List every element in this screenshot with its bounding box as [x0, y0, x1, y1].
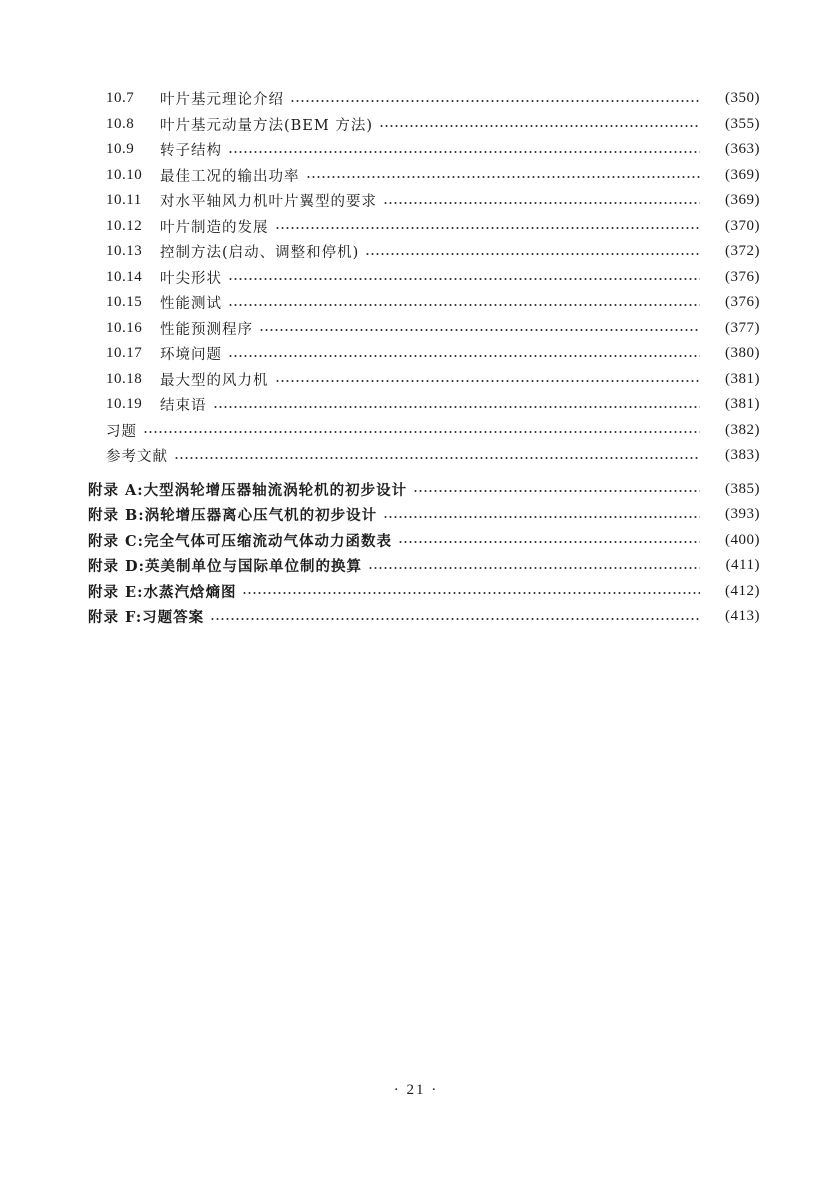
page-number: (376)	[725, 294, 760, 311]
appendix-title: 附录 E:水蒸汽焓熵图	[88, 583, 237, 601]
section-title: 最大型的风力机	[160, 372, 269, 389]
dot-leader	[398, 541, 700, 543]
dot-leader	[365, 253, 700, 255]
dot-leader	[228, 151, 700, 153]
section-title: 控制方法(启动、调整和停机)	[160, 245, 360, 262]
dot-leader	[290, 100, 700, 102]
dot-leader	[413, 490, 700, 492]
toc-entry-appendix-e[interactable]	[0, 579, 832, 605]
page-number: (380)	[725, 345, 760, 362]
toc-entry-10-13[interactable]	[0, 239, 832, 265]
toc-entry-appendix-b[interactable]	[0, 502, 832, 528]
dot-leader	[306, 176, 701, 178]
page-number: (411)	[725, 557, 760, 574]
toc-entry-10-10[interactable]	[0, 163, 832, 189]
page-number: (385)	[725, 480, 760, 497]
section-number: 10.16	[106, 319, 143, 336]
section-title: 叶片基元动量方法(BEM 方法)	[160, 117, 374, 134]
section-number: 10.14	[106, 268, 143, 285]
toc-entry-10-15[interactable]	[0, 290, 832, 316]
toc-entry-10-7[interactable]	[0, 86, 832, 112]
page-number: (400)	[725, 531, 760, 548]
toc-entry-appendix-c[interactable]	[0, 528, 832, 554]
page-number: (355)	[725, 115, 760, 132]
dot-leader	[242, 592, 700, 594]
section-number: 10.15	[106, 294, 143, 311]
dot-leader	[259, 329, 700, 331]
section-number: 10.7	[106, 90, 135, 107]
dot-leader	[228, 304, 700, 306]
appendix-title: 附录 D:英美制单位与国际单位制的换算	[88, 558, 362, 576]
toc-entry-10-11[interactable]	[0, 188, 832, 214]
appendix-title: 附录 F:习题答案	[88, 609, 205, 627]
dot-leader	[383, 202, 700, 204]
appendix-title: 附录 B:涡轮增压器离心压气机的初步设计	[88, 507, 378, 525]
dot-leader	[379, 125, 700, 127]
section-title: 叶片基元理论介绍	[160, 92, 284, 109]
appendix-title: 附录 C:完全气体可压缩流动气体动力函数表	[88, 532, 392, 550]
section-title: 环境问题	[160, 347, 222, 364]
toc-entry-10-17[interactable]	[0, 341, 832, 367]
toc-entry-10-8[interactable]	[0, 112, 832, 138]
page-number: (370)	[725, 217, 760, 234]
dot-leader	[174, 457, 700, 459]
dot-leader	[368, 567, 700, 569]
page-footer-number: · 21 ·	[393, 1082, 439, 1098]
page-number: (383)	[725, 447, 760, 464]
toc-entry-appendix-a[interactable]	[0, 477, 832, 503]
page-number: (363)	[725, 141, 760, 158]
section-number: 10.9	[106, 141, 135, 158]
section-title: 性能测试	[160, 296, 222, 313]
section-title: 性能预测程序	[160, 321, 253, 338]
toc-entry-appendix-f[interactable]	[0, 604, 832, 630]
section-number: 10.10	[106, 166, 143, 183]
page-number: (382)	[725, 421, 760, 438]
dot-leader	[275, 380, 701, 382]
section-number: 10.17	[106, 345, 143, 362]
toc-entry-references[interactable]	[0, 443, 832, 469]
section-number: 10.8	[106, 115, 135, 132]
page-number: (369)	[725, 166, 760, 183]
section-number: 10.19	[106, 396, 143, 413]
toc-entry-exercises[interactable]	[0, 418, 832, 444]
dot-leader	[228, 355, 700, 357]
page-number: (369)	[725, 192, 760, 209]
toc-entry-10-9[interactable]	[0, 137, 832, 163]
section-title: 叶尖形状	[160, 270, 222, 287]
table-of-contents	[0, 86, 832, 630]
page-number: (412)	[725, 582, 760, 599]
toc-entry-appendix-d[interactable]	[0, 553, 832, 579]
appendix-title: 附录 A:大型涡轮增压器轴流涡轮机的初步设计	[88, 481, 408, 499]
section-title: 最佳工况的输出功率	[160, 168, 300, 185]
dot-leader	[210, 618, 700, 620]
page-number: (381)	[725, 396, 760, 413]
toc-entry-10-18[interactable]	[0, 367, 832, 393]
dot-leader	[213, 406, 701, 408]
section-title: 叶片制造的发展	[160, 219, 269, 236]
section-title: 结束语	[160, 398, 207, 415]
dot-leader	[383, 516, 700, 518]
page-number: (413)	[725, 608, 760, 625]
section-number: 10.11	[106, 192, 142, 209]
toc-entry-10-12[interactable]	[0, 214, 832, 240]
toc-entry-10-14[interactable]	[0, 265, 832, 291]
toc-entry-10-16[interactable]	[0, 316, 832, 342]
dot-leader	[143, 431, 700, 433]
page-number: (393)	[725, 506, 760, 523]
section-title: 对水平轴风力机叶片翼型的要求	[160, 194, 377, 211]
page-number: (377)	[725, 319, 760, 336]
page-number: (372)	[725, 243, 760, 260]
page-number: (381)	[725, 370, 760, 387]
section-number: 10.13	[106, 243, 143, 260]
entry-title: 习题	[106, 423, 137, 440]
section-number: 10.12	[106, 217, 143, 234]
page-number: (350)	[725, 90, 760, 107]
dot-leader	[228, 278, 700, 280]
section-title: 转子结构	[160, 143, 222, 160]
entry-title: 参考文献	[106, 449, 168, 466]
page-number: (376)	[725, 268, 760, 285]
spacer	[0, 469, 832, 477]
section-number: 10.18	[106, 370, 143, 387]
dot-leader	[275, 227, 701, 229]
toc-entry-10-19[interactable]	[0, 392, 832, 418]
